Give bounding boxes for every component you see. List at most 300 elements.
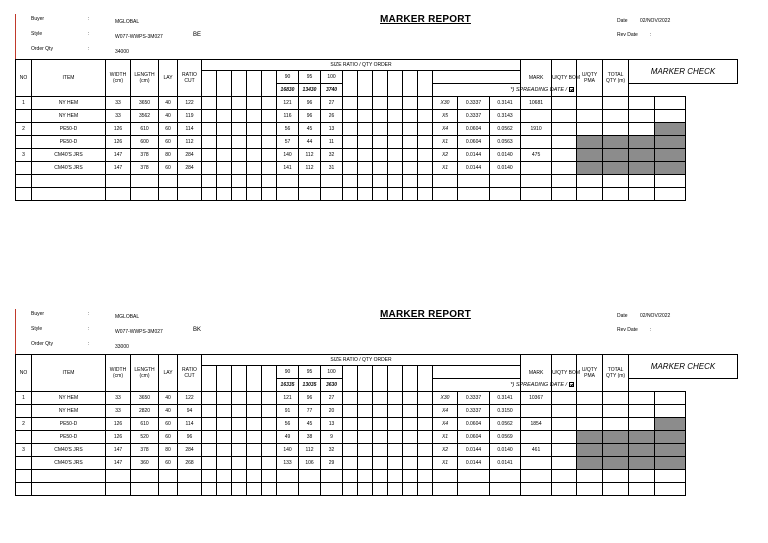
date-value: 02/NOV/2022 (640, 313, 671, 319)
cell-empty (277, 188, 299, 201)
cell-lay: 60 (159, 136, 178, 149)
cell-empty (247, 188, 262, 201)
marker-check-cell[interactable] (552, 418, 577, 431)
cell-uqty-bom: 0.3337 (458, 392, 490, 405)
cell-empty (458, 470, 490, 483)
col-length: LENGTH (cm) (131, 355, 159, 392)
cell-empty (418, 136, 433, 149)
cell-empty (373, 123, 388, 136)
cell-length: 610 (131, 418, 159, 431)
col-ratio-cut: RATIO CUT (178, 60, 202, 97)
cell-empty (247, 418, 262, 431)
cell-empty (388, 431, 403, 444)
marker-check-cell[interactable] (655, 110, 686, 123)
cell-empty (418, 444, 433, 457)
marker-check-cell[interactable] (603, 457, 629, 470)
cell-uqty-bom: 0.0604 (458, 123, 490, 136)
header-colon: : (88, 16, 90, 22)
col-width: WIDTH (cm) (106, 60, 131, 97)
cell-empty (16, 483, 32, 496)
cell-empty (217, 470, 232, 483)
cell-empty (299, 188, 321, 201)
cell-empty (433, 175, 458, 188)
size-slot-empty (358, 366, 373, 392)
cell-empty (202, 405, 217, 418)
cell-total (521, 162, 552, 175)
marker-check-cell[interactable] (552, 444, 577, 457)
header-order_qty-value: 33000 (115, 344, 129, 350)
cell-empty (262, 457, 277, 470)
marker-check-cell[interactable] (577, 136, 603, 149)
cell-mark: X1 (433, 457, 458, 470)
cell-size-100: 9 (321, 431, 343, 444)
cell-no: 3 (16, 149, 32, 162)
marker-check-cell[interactable] (629, 457, 655, 470)
cell-empty (373, 418, 388, 431)
size-slot-empty (373, 71, 388, 97)
col-lay: LAY (159, 60, 178, 97)
cell-empty (202, 392, 217, 405)
cell-uqty-pma: 0.0141 (490, 457, 521, 470)
cell-empty (299, 483, 321, 496)
cell-empty (418, 175, 433, 188)
cell-ratio: 119 (178, 110, 202, 123)
cell-size-90: 116 (277, 110, 299, 123)
marker-check-cell[interactable] (552, 110, 577, 123)
cell-size-90: 56 (277, 418, 299, 431)
size-header: 100 (321, 71, 343, 84)
col-length: LENGTH (cm) (131, 60, 159, 97)
cell-length: 610 (131, 123, 159, 136)
marker-check-cell[interactable] (577, 97, 603, 110)
marker-check-cell[interactable] (655, 392, 686, 405)
cell-empty (247, 162, 262, 175)
cell-empty (373, 162, 388, 175)
marker-check-cell[interactable] (655, 444, 686, 457)
marker-check-cell[interactable] (629, 136, 655, 149)
cell-empty (343, 162, 358, 175)
cell-uqty-bom: 0.3337 (458, 97, 490, 110)
header-style-label: Style (31, 31, 43, 37)
table-row-empty (16, 175, 738, 188)
qty-order-value: 16335 (277, 379, 299, 392)
marker-check-cell[interactable] (577, 444, 603, 457)
cell-size-95: 96 (299, 110, 321, 123)
rev-date-colon: : (650, 327, 652, 333)
marker-check-cell[interactable] (603, 123, 629, 136)
size-slot-empty (343, 366, 358, 392)
table-row-empty (16, 470, 738, 483)
cell-empty (388, 483, 403, 496)
cell-total (521, 457, 552, 470)
cell-empty (373, 392, 388, 405)
cell-empty (655, 188, 686, 201)
cell-empty (32, 470, 106, 483)
cell-empty (418, 457, 433, 470)
cell-empty (232, 162, 247, 175)
cell-empty (262, 97, 277, 110)
cell-empty (232, 392, 247, 405)
cell-empty (629, 188, 655, 201)
cell-empty (178, 470, 202, 483)
cell-total (521, 431, 552, 444)
cell-empty (247, 470, 262, 483)
cell-uqty-pma: 0.3143 (490, 110, 521, 123)
cell-empty (232, 405, 247, 418)
marker-check-cell[interactable] (655, 418, 686, 431)
cell-empty (343, 418, 358, 431)
cell-empty (629, 175, 655, 188)
cell-empty (262, 162, 277, 175)
marker-check-cell[interactable] (577, 149, 603, 162)
marker-check-cell[interactable] (603, 444, 629, 457)
cell-no (16, 405, 32, 418)
cell-length: 600 (131, 136, 159, 149)
cell-empty (552, 175, 577, 188)
marker-check-cell[interactable] (577, 457, 603, 470)
cell-empty (552, 483, 577, 496)
marker-check-cell[interactable] (603, 405, 629, 418)
cell-ratio: 94 (178, 405, 202, 418)
cell-size-90: 56 (277, 123, 299, 136)
cell-empty (247, 136, 262, 149)
cell-empty (373, 457, 388, 470)
size-slot-empty (217, 366, 232, 392)
cell-empty (358, 431, 373, 444)
col-width: WIDTH (cm) (106, 355, 131, 392)
cell-empty (343, 175, 358, 188)
cell-empty (232, 470, 247, 483)
marker-check-cell[interactable] (629, 444, 655, 457)
marker-check-cell[interactable] (655, 97, 686, 110)
cell-empty (247, 149, 262, 162)
cell-total: 10367 (521, 392, 552, 405)
cell-empty (232, 123, 247, 136)
cell-no (16, 110, 32, 123)
cell-empty (247, 123, 262, 136)
marker-check-cell[interactable] (603, 162, 629, 175)
cell-empty (299, 470, 321, 483)
cell-item: PE50-D (32, 123, 106, 136)
cell-no (16, 431, 32, 444)
table-row (16, 97, 738, 110)
cell-empty (418, 470, 433, 483)
cell-empty (343, 136, 358, 149)
cell-empty (202, 123, 217, 136)
marker-check-cell[interactable] (577, 418, 603, 431)
cell-empty (358, 188, 373, 201)
cell-empty (232, 444, 247, 457)
cell-size-90: 57 (277, 136, 299, 149)
cell-empty (388, 405, 403, 418)
cell-empty (202, 136, 217, 149)
header-order_qty-label: Order Qty (31, 341, 53, 347)
cell-empty (299, 175, 321, 188)
cell-empty (32, 188, 106, 201)
marker-check-cell[interactable] (552, 405, 577, 418)
cell-empty (388, 162, 403, 175)
cell-empty (232, 418, 247, 431)
cell-empty (16, 175, 32, 188)
marker-check-cell[interactable] (655, 162, 686, 175)
cell-empty (521, 470, 552, 483)
cell-lay: 60 (159, 123, 178, 136)
cell-empty (232, 175, 247, 188)
cell-ratio: 114 (178, 123, 202, 136)
cell-mark: X30 (433, 97, 458, 110)
cell-size-95: 106 (299, 457, 321, 470)
cell-empty (358, 175, 373, 188)
cell-uqty-pma: 0.0140 (490, 162, 521, 175)
cell-empty (131, 175, 159, 188)
marker-check-cell[interactable] (655, 431, 686, 444)
cell-empty (373, 431, 388, 444)
cell-width: 126 (106, 136, 131, 149)
table-row (16, 162, 738, 175)
cell-total: 1910 (521, 123, 552, 136)
marker-check-cell[interactable] (577, 110, 603, 123)
cell-mark: X1 (433, 431, 458, 444)
cell-empty (403, 123, 418, 136)
cell-empty (217, 431, 232, 444)
marker-check-cell[interactable] (603, 392, 629, 405)
col-uqty-pma: U/QTY PMA (577, 355, 603, 392)
cell-empty (388, 418, 403, 431)
marker-check-cell[interactable] (552, 97, 577, 110)
cell-empty (490, 483, 521, 496)
cell-empty (358, 405, 373, 418)
cell-empty (106, 470, 131, 483)
cell-lay: 60 (159, 162, 178, 175)
col-uqty-bom: U/QTY BOM (552, 60, 577, 97)
marker-check-cell[interactable] (603, 136, 629, 149)
cell-empty (217, 110, 232, 123)
marker-table (15, 354, 738, 496)
cell-item: PE50-D (32, 136, 106, 149)
col-total-qty: TOTAL QTY (m) (603, 60, 629, 97)
marker-table (15, 59, 738, 201)
marker-check-cell[interactable] (577, 123, 603, 136)
marker-check-cell[interactable] (552, 149, 577, 162)
marker-check-cell[interactable] (577, 392, 603, 405)
cell-empty (403, 110, 418, 123)
size-slot-empty (232, 71, 247, 97)
cell-total: 475 (521, 149, 552, 162)
header-order_qty-value: 34000 (115, 49, 129, 55)
cell-empty (388, 444, 403, 457)
cell-empty (373, 483, 388, 496)
cell-empty (629, 470, 655, 483)
qty-order-value: 16830 (277, 84, 299, 97)
cell-total: 461 (521, 444, 552, 457)
cell-item: NY HEM (32, 405, 106, 418)
marker-check-cell[interactable] (552, 162, 577, 175)
cell-mark: X1 (433, 162, 458, 175)
rev-date-label: Rev Date (617, 32, 638, 38)
cell-empty (343, 97, 358, 110)
marker-check-cell[interactable] (577, 162, 603, 175)
cell-total (521, 405, 552, 418)
marker-check-cell[interactable] (577, 405, 603, 418)
cell-empty (418, 123, 433, 136)
marker-check-cell[interactable] (603, 431, 629, 444)
marker-check-cell[interactable] (552, 431, 577, 444)
marker-check-cell[interactable] (603, 110, 629, 123)
marker-check-cell[interactable] (603, 149, 629, 162)
cell-empty (217, 457, 232, 470)
marker-check-cell[interactable] (629, 162, 655, 175)
cell-empty (277, 483, 299, 496)
cell-empty (418, 149, 433, 162)
marker-check-cell[interactable] (577, 431, 603, 444)
cell-mark: X4 (433, 405, 458, 418)
cell-empty (373, 444, 388, 457)
cell-length: 3650 (131, 97, 159, 110)
cell-empty (232, 97, 247, 110)
marker-check-cell[interactable] (655, 457, 686, 470)
table-row (16, 444, 738, 457)
marker-check-cell[interactable] (629, 149, 655, 162)
cell-item: CM40'S JRS (32, 444, 106, 457)
cell-uqty-bom: 0.0144 (458, 457, 490, 470)
marker-check-cell[interactable] (629, 405, 655, 418)
col-item: ITEM (32, 355, 106, 392)
cell-empty (418, 405, 433, 418)
spreading-date-label (433, 84, 577, 97)
cell-empty (217, 405, 232, 418)
report-title: MARKER REPORT (380, 14, 471, 25)
checkbox-icon[interactable] (569, 382, 574, 387)
cell-empty (358, 110, 373, 123)
cell-empty (217, 136, 232, 149)
size-slot-empty (388, 366, 403, 392)
marker-check-cell[interactable] (629, 97, 655, 110)
marker-check-cell[interactable] (655, 405, 686, 418)
size-slot-empty (247, 366, 262, 392)
size-slot-empty (343, 71, 358, 97)
marker-check-cell[interactable] (629, 418, 655, 431)
cell-width: 147 (106, 149, 131, 162)
marker-check-cell[interactable] (655, 123, 686, 136)
cell-empty (247, 405, 262, 418)
col-ratio-cut: RATIO CUT (178, 355, 202, 392)
cell-size-100: 11 (321, 136, 343, 149)
cell-empty (490, 175, 521, 188)
marker-check-cell[interactable] (552, 457, 577, 470)
cell-empty (262, 431, 277, 444)
cell-empty (217, 483, 232, 496)
col-no: NO (16, 355, 32, 392)
col-marker-check: MARKER CHECK (629, 355, 738, 379)
cell-empty (521, 175, 552, 188)
cell-no: 2 (16, 123, 32, 136)
cell-uqty-pma: 0.3150 (490, 405, 521, 418)
cell-uqty-bom: 0.0144 (458, 444, 490, 457)
header-buyer-value: MGLOBAL (115, 314, 140, 320)
cell-size-90: 49 (277, 431, 299, 444)
marker-check-cell[interactable] (603, 97, 629, 110)
cell-size-90: 140 (277, 444, 299, 457)
cell-empty (16, 470, 32, 483)
cell-item: PE50-D (32, 431, 106, 444)
cell-length: 3650 (131, 392, 159, 405)
cell-empty (521, 483, 552, 496)
date-value: 02/NOV/2022 (640, 18, 671, 24)
cell-total: 10681 (521, 97, 552, 110)
cell-empty (388, 470, 403, 483)
marker-check-cell[interactable] (552, 123, 577, 136)
marker-check-cell[interactable] (629, 392, 655, 405)
size-slot-empty (247, 71, 262, 97)
cell-empty (403, 470, 418, 483)
cell-lay: 60 (159, 418, 178, 431)
cell-empty (629, 483, 655, 496)
marker-check-cell[interactable] (629, 110, 655, 123)
cell-empty (388, 175, 403, 188)
spreading-date-text: *) SPREADING DATE / (510, 87, 568, 93)
cell-empty (178, 175, 202, 188)
cell-uqty-bom: 0.3337 (458, 110, 490, 123)
cell-empty (343, 457, 358, 470)
marker-check-cell[interactable] (629, 431, 655, 444)
cell-empty (131, 483, 159, 496)
cell-size-100: 29 (321, 457, 343, 470)
marker-check-cell[interactable] (655, 149, 686, 162)
marker-check-cell[interactable] (552, 392, 577, 405)
cell-size-95: 112 (299, 444, 321, 457)
cell-empty (16, 188, 32, 201)
cell-size-100: 27 (321, 392, 343, 405)
cell-empty (159, 483, 178, 496)
header-buyer-label: Buyer (31, 16, 45, 22)
cell-empty (552, 470, 577, 483)
cell-size-90: 121 (277, 392, 299, 405)
marker-check-cell[interactable] (655, 136, 686, 149)
cell-empty (106, 483, 131, 496)
col-total-qty: TOTAL QTY (m) (603, 355, 629, 392)
cell-empty (106, 175, 131, 188)
table-row (16, 418, 738, 431)
cell-empty (202, 188, 217, 201)
cell-empty (358, 97, 373, 110)
col-uqty-pma: U/QTY PMA (577, 60, 603, 97)
marker-check-cell[interactable] (552, 136, 577, 149)
cell-empty (403, 418, 418, 431)
cell-empty (577, 188, 603, 201)
cell-empty (247, 110, 262, 123)
size-slot-empty (232, 366, 247, 392)
cell-empty (159, 188, 178, 201)
cell-empty (232, 136, 247, 149)
cell-uqty-bom: 0.0144 (458, 162, 490, 175)
cell-empty (458, 483, 490, 496)
size-slot-empty (418, 366, 433, 392)
cell-empty (433, 483, 458, 496)
checkbox-icon[interactable] (569, 87, 574, 92)
cell-empty (343, 149, 358, 162)
cell-empty (373, 110, 388, 123)
cell-empty (418, 97, 433, 110)
marker-check-cell[interactable] (629, 123, 655, 136)
cell-empty (159, 470, 178, 483)
cell-empty (490, 470, 521, 483)
cell-item: CM40'S JRS (32, 162, 106, 175)
marker-check-cell[interactable] (603, 418, 629, 431)
cell-empty (343, 123, 358, 136)
color-code: BK (193, 327, 202, 333)
cell-length: 2820 (131, 405, 159, 418)
col-uqty-bom: U/QTY BOM (552, 355, 577, 392)
